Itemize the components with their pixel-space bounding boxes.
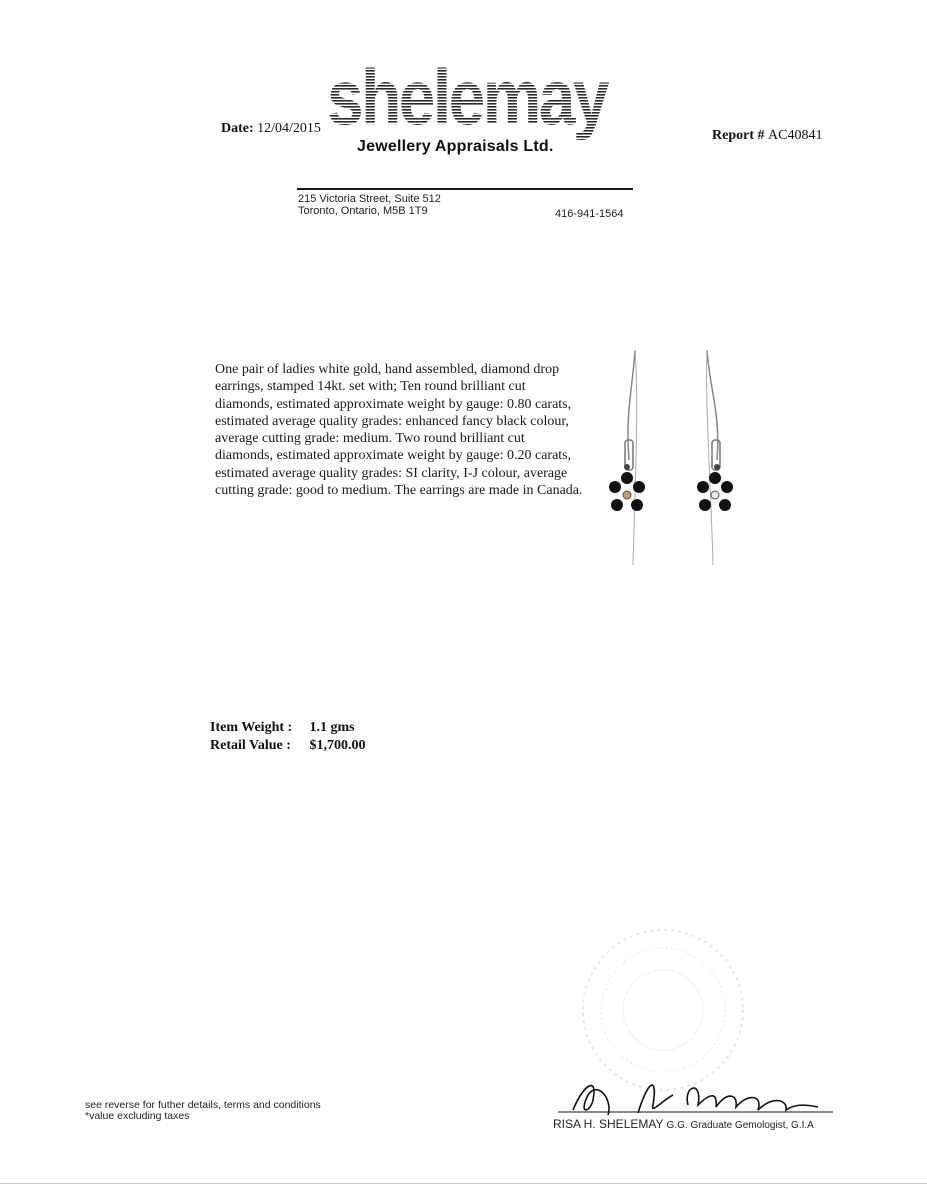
tax-note: *value excluding taxes: [85, 1110, 190, 1122]
signer-credentials: G.G. Graduate Gemologist, G.I.A: [666, 1120, 814, 1131]
header-divider: [297, 188, 633, 190]
value-label: Retail Value :: [210, 738, 291, 753]
report-number: [712, 128, 822, 144]
page-bottom-rule: [0, 1183, 927, 1184]
report-value: AC40841: [768, 128, 823, 143]
address-line-1: 215 Victoria Street, Suite 512: [298, 193, 441, 205]
right-earring: [697, 350, 733, 565]
logo-wordmark: shelemay: [327, 53, 610, 141]
item-specs: [210, 719, 366, 755]
date-value: 12/04/2015: [257, 121, 321, 136]
weight-row: [210, 719, 366, 737]
report-label: Report #: [712, 128, 765, 143]
signer-name: RISA H. SHELEMAY: [553, 1117, 664, 1131]
left-earring: [609, 350, 645, 565]
handwritten-signature: [558, 1065, 838, 1120]
terms-note: see reverse for futher details, terms and conditions: [85, 1099, 321, 1111]
footer-notes: [85, 1100, 321, 1122]
item-description: One pair of ladies white gold, hand assembled, diamond drop earrings, stamped 14kt. set with; Ten round brilliant cut diamonds, estimated approximate weight by gauge: 0.80 carats, estimated average quality grades: enhanced fancy black colour, average cutting grade: medium. Two round brilliant cut diamonds, estimated approximate weight by gauge: 0.20 carats, estimated average quality grades: SI clarity, I-J colour, average cutting grade: good to medium. The earrings are made in Canada.: [215, 362, 583, 499]
earrings-photo: [595, 345, 755, 570]
appraisal-date: [221, 121, 321, 137]
company-phone: 416-941-1564: [555, 208, 624, 220]
company-name: Jewellery Appraisals Ltd.: [357, 138, 554, 155]
shelemay-logo: [325, 52, 610, 140]
company-address: [298, 193, 441, 217]
address-line-2: Toronto, Ontario, M5B 1T9: [298, 205, 428, 217]
date-label: Date:: [221, 121, 254, 136]
signer-block: [553, 1117, 814, 1131]
weight-value: 1.1 gms: [309, 720, 355, 735]
value-row: [210, 737, 366, 755]
weight-label: Item Weight :: [210, 720, 293, 735]
value-value: $1,700.00: [309, 738, 366, 753]
